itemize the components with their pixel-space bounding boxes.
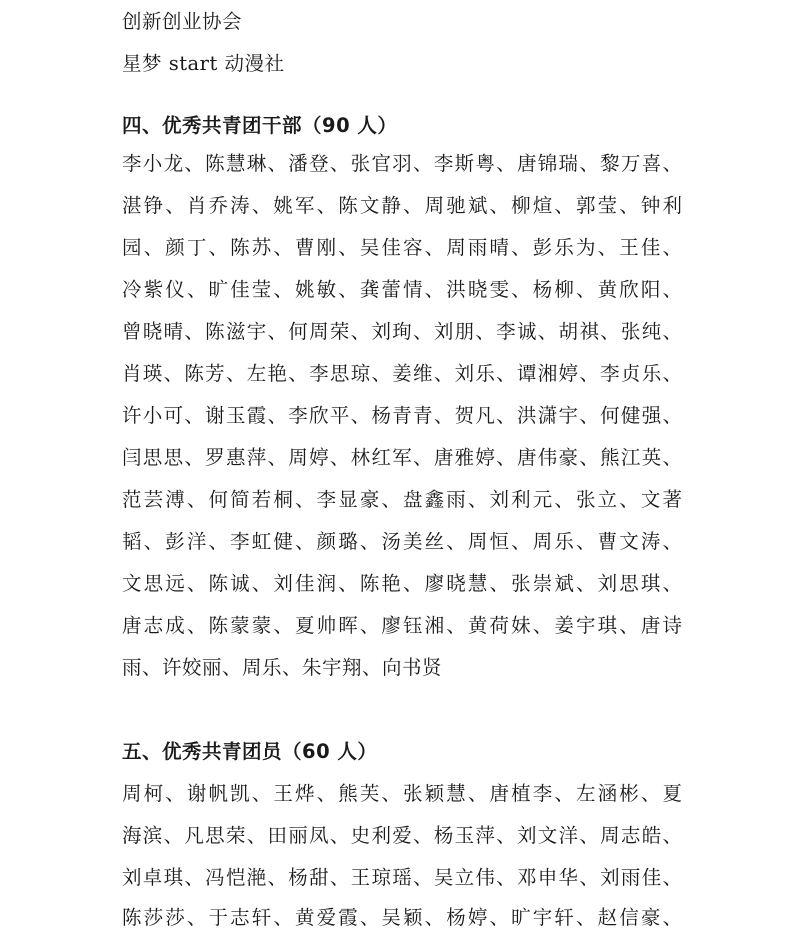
name-list-line: 刘卓琪、冯恺滟、杨甜、王琼瑶、吴立伟、邓申华、刘雨佳、: [122, 866, 682, 889]
org-name: 星梦 start 动漫社: [122, 52, 285, 75]
name-list-line: 范芸溥、何简若桐、李显豪、盘鑫雨、刘利元、张立、文著: [122, 488, 682, 511]
name-list-line: 肖瑛、陈芳、左艳、李思琼、姜维、刘乐、谭湘婷、李贞乐、: [122, 362, 682, 385]
name-list-line: 文思远、陈诚、刘佳润、陈艳、廖晓慧、张崇斌、刘思琪、: [122, 572, 682, 595]
name-list-line: 许小可、谢玉霞、李欣平、杨青青、贺凡、洪潇宇、何健强、: [122, 404, 682, 427]
name-list-line: 韬、彭洋、李虹健、颜璐、汤美丝、周恒、周乐、曹文涛、: [122, 530, 682, 553]
name-list-line: 闫思思、罗惠萍、周婷、林红军、唐雅婷、唐伟豪、熊江英、: [122, 446, 682, 469]
name-list-line: 湛铮、肖乔涛、姚军、陈文静、周驰斌、柳煊、郭莹、钟利: [122, 194, 682, 217]
section-heading: 四、优秀共青团干部（90 人）: [122, 114, 398, 137]
name-list-line: 海滨、凡思荣、田丽凤、史利爱、杨玉萍、刘文洋、周志皓、: [122, 824, 682, 847]
name-list-line: 曾晓晴、陈滋宇、何周荣、刘珣、刘朋、李诚、胡祺、张纯、: [122, 320, 682, 343]
name-list-line: 雨、许姣丽、周乐、朱宇翔、向书贤: [122, 656, 443, 679]
org-name: 创新创业协会: [122, 10, 243, 33]
name-list-line: 李小龙、陈慧琳、潘登、张官羽、李斯粤、唐锦瑞、黎万喜、: [122, 152, 682, 175]
name-list-line: 唐志成、陈蒙蒙、夏帅晖、廖钰湘、黄荷妹、姜宇琪、唐诗: [122, 614, 682, 637]
name-list-line: 陈莎莎、于志轩、黄爱霞、吴颖、杨婷、旷宇轩、赵信豪、: [122, 906, 682, 929]
name-list-line: 园、颜丁、陈苏、曹刚、吴佳容、周雨晴、彭乐为、王佳、: [122, 236, 682, 259]
name-list-line: 冷紫仪、旷佳莹、姚敏、龚蕾情、洪晓雯、杨柳、黄欣阳、: [122, 278, 682, 301]
name-list-line: 周柯、谢帆凯、王烨、熊芙、张颖慧、唐植李、左涵彬、夏: [122, 782, 682, 805]
section-heading: 五、优秀共青团员（60 人）: [122, 740, 378, 763]
